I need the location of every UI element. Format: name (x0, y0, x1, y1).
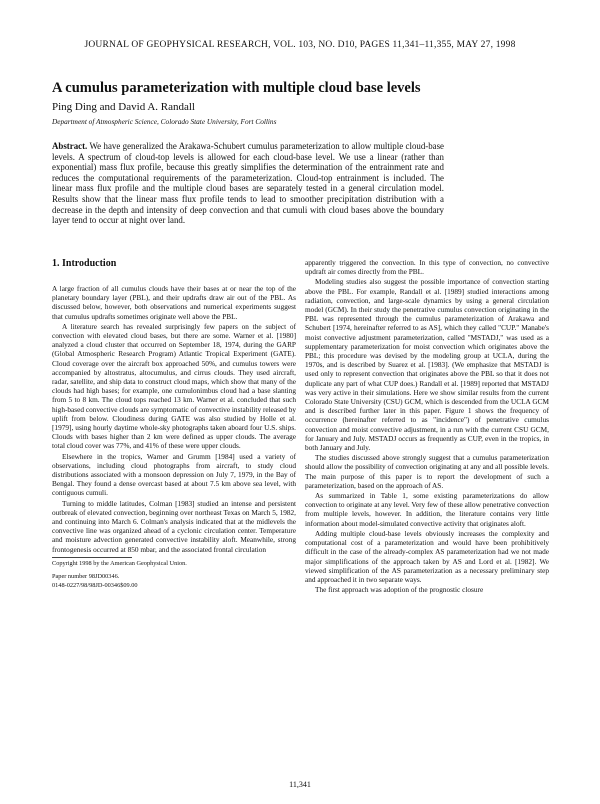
abstract-text: We have generalized the Arakawa-Schubert cumulus parameterization to allow multiple cloud-base levels. A spectrum of cloud-top levels is allowed for each cloud-base level. We use a linear (rather than exponential) mass flux profile, because this greatly simplifies the determination of the entrainment rate and reduces the computational requirements of the parameterization. Cloud-top entrainment is included. The linear mass flux profile and the multiple cloud bases are separately tested in a general circulation model. Results show that the linear mass flux profile tends to lead to smoother precipitation distribution with a decrease in the depth and intensity of deep convection and that cumuli with cloud bases above the boundary layer tend to occur at night over land. (52, 141, 444, 226)
abstract-label: Abstract. (52, 141, 88, 151)
copyright-notice: Copyright 1998 by the American Geophysical Union. (52, 559, 187, 567)
paragraph: apparently triggered the convection. In this type of convection, no convective updraft air comes directly from the PBL. (305, 258, 549, 277)
page-number: 11,341 (289, 780, 311, 789)
authors: Ping Ding and David A. Randall (52, 101, 195, 113)
footnote-rule (52, 557, 132, 558)
paragraph: Elsewhere in the tropics, Warner and Grumm [1984] used a variety of observations, including cloud photographs from aircraft, to study cloud distributions associated with a monsoon depression on July 7, 1979, in the Bay of Bengal. They found a dense overcast based at about 7.5 km above sea level, with contiguous cumuli. (52, 451, 296, 498)
left-column (52, 258, 296, 590)
paragraph: Turning to middle latitudes, Colman [1983] studied an intense and persistent outbreak of elevated convection, beginning over northeast Texas on March 5, 1982, and continuing into March 6. Colman's analysis indicated that at the midlevels the convective line was organized ahead of a cyclonic circulation center. Temperature and moisture advection generated convective instability aloft. Meanwhile, strong frontogenesis occurred at 850 mbar, and the associated frontal circulation (52, 498, 296, 554)
paragraph: Modeling studies also suggest the possible importance of convection starting above the PBL. For example, Randall et al. [1989] studied interactions among radiation, convection, and large-scale dynamics by using a general circulation model (GCM). In their study the penetrative cumulus convection originating in the PBL was represented through the cumulus parameterization of Arakawa and Schubert [1974, hereinafter referred to as AS], which they called "CUP." Manabe's moist convective adjustment parameterization, called "MSTADJ," was used as a supplementary parameterization for moist convection which originates above the PBL; this procedure was devised by the modeling group at UCLA, during the 1970s, and is described by Suarez et al. [1983]. (We emphasize that MSTADJ is used only to represent convection that originates above the PBL so that it does not duplicate any part of what CUP does.) Randall et al. [1989] reported that MSTADJ was very active in their simulations. Here we show similar results from the current Colorado State University (CSU) GCM, which is descended from the UCLA GCM and is described further later in this paper. Figure 1 shows the frequency of occurrence (hereinafter referred to as "incidence") of penetrative cumulus convection and moist convective adjustment, in a run with the current CSU GCM, for January and July. MSTADJ occurs as frequently as CUP, even in the tropics, in both January and July. (305, 277, 549, 453)
paragraph: Adding multiple cloud-base levels obviously increases the complexity and computational cost of a parameterization and would have been prohibitively difficult in the case of the already-complex AS parameterization had we not made major simplifications of the approach taken by AS and Lord et al. [1982]. We viewed simplification of the AS parameterization as a necessary preliminary step and approached it in two separate ways. (305, 528, 549, 584)
paragraph: The studies discussed above strongly suggest that a cumulus parameterization should allow the possibility of convection originating at any and all possible levels. The main purpose of this paper is to report the development of such a parameterization, based on the approach of AS. (305, 453, 549, 490)
running-head: JOURNAL OF GEOPHYSICAL RESEARCH, VOL. 103, NO. D10, PAGES 11,341–11,355, MAY 27, 1998 (84, 40, 516, 50)
paragraph: A literature search has revealed surprisingly few papers on the subject of convection with elevated cloud bases, but there are some. Warner et al. [1980] analyzed a cloud cluster that occurred on September 18, 1974, during the GARP (Global Atmospheric Research Program) Atlantic Tropical Experiment (GATE). Cloud coverage over the aircraft box approached 50%, and cumulus towers were accompanied by altostratus, altocumulus, and cirrus clouds. They used aircraft, radar, satellite, and ship data to construct cloud maps, which show that many of the clouds had high bases; for example, one cumulonimbus cloud had a base slanting from 5 to 8 km. The cloud tops reached 13 km. Warner et al. concluded that such high-based convective clouds are symptomatic of convective instability released by uplift from below. Cloudiness during GATE was also studied by Holle et al. [1979], using hourly daytime whole-sky photographs taken aboard four U.S. ships. Clouds with bases higher than 2 km were defined as upper clouds. The average total cloud cover was 77%, and 41% of these were upper clouds. (52, 321, 296, 451)
section-heading: 1. Introduction (52, 258, 117, 269)
paper-number: Paper number 98JD00346. (52, 573, 120, 581)
right-column (305, 258, 549, 595)
paragraph: The first approach was adoption of the prognostic closure (315, 585, 484, 595)
article-title: A cumulus parameterization with multiple cloud base levels (52, 80, 421, 96)
paragraph: A large fraction of all cumulus clouds have their bases at or near the top of the planetary boundary layer (PBL), and their updrafts draw air out of the PBL. As discussed below, however, both observations and numerical experiments suggest that cumulus updrafts sometimes originate well above the PBL. (52, 284, 296, 321)
abstract (52, 141, 444, 226)
affiliation: Department of Atmospheric Science, Colorado State University, Fort Collins (52, 117, 277, 126)
paragraph: As summarized in Table 1, some existing parameterizations do allow convection to originate at any level. Very few of these allow penetrative convection from multiple levels, however. In addition, the literature contains very little information about model-simulated convective activity that originates aloft. (305, 491, 549, 528)
issn-code: 0148-0227/98/98JD-00346$09.00 (52, 581, 138, 589)
